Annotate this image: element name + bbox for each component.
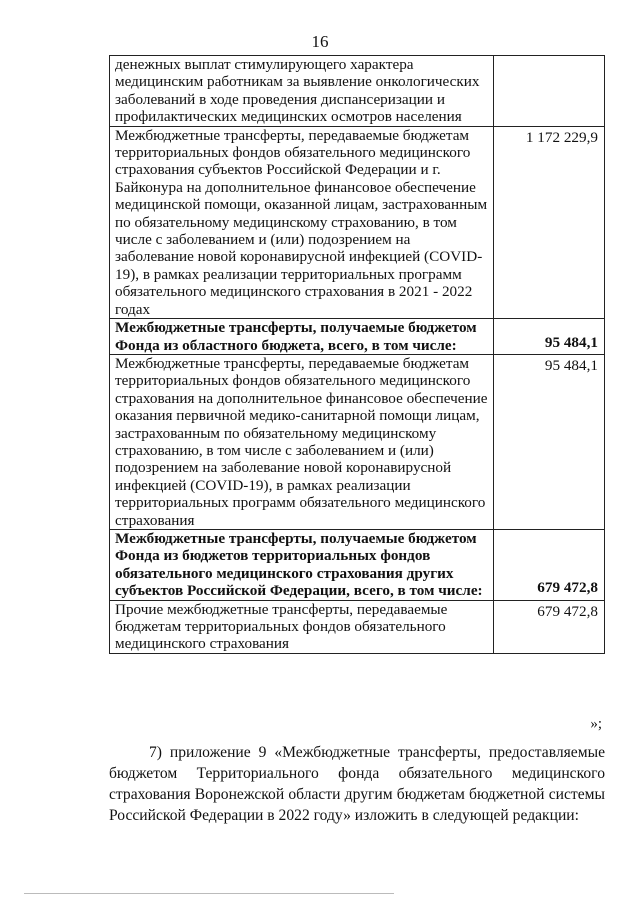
budget-table (109, 55, 605, 654)
row-description: Межбюджетные трансферты, передаваемые бюджетам территориальных фондов обязательного медицинского страхования на дополнительное финансовое обеспечение оказания первичной медико-санитарной помощи лицам, застрахованным по обязательному медицинскому страхованию, в том числе с заболеванием и (или) подозрением на заболевание новой коронавирусной инфекцией (COVID-19), в рамках реализации территориальных программ обязательного медицинского страхования (110, 354, 494, 529)
page-number: 16 (311, 32, 329, 51)
table-row (110, 600, 605, 653)
table-row (110, 126, 605, 318)
row-description: Межбюджетные трансферты, получаемые бюджетом Фонда из областного бюджета, всего, в том числе: (110, 319, 494, 355)
table-row (110, 56, 605, 127)
row-description: Прочие межбюджетные трансферты, передаваемые бюджетам территориальных фондов обязательного медицинского страхования (110, 600, 494, 653)
table-row-total (110, 319, 605, 355)
row-description: денежных выплат стимулирующего характера медицинским работникам за выявление онкологических заболеваний в ходе проведения диспансеризации и профилактических медицинских осмотров населения (110, 56, 494, 127)
table-row (110, 354, 605, 529)
amendment-paragraph: 7) приложение 9 «Межбюджетные трансферты, предоставляемые бюджетом Территориального фонда обязательного медицинского страхования Воронежской области другим бюджетам бюджетной системы Российской Федерации в 2022 году» изложить в следующей редакции: (109, 744, 605, 824)
page-bottom-line (24, 893, 394, 894)
row-amount: 679 472,8 (494, 529, 605, 600)
row-description: Межбюджетные трансферты, передаваемые бюджетам территориальных фондов обязательного медицинского страхования субъектов Российской Федерации и г. Байконура на дополнительное финансовое обеспечение медицинской помощи, оказанной лицам, застрахованным по обязательному медицинскому страхованию, в том числе с заболеванием и (или) подозрением на заболевание новой коронавирусной инфекцией (COVID-19), в рамках реализации территориальных программ обязательного медицинского страхования в 2021 - 2022 годах (110, 126, 494, 318)
table-row-total (110, 529, 605, 600)
closing-quote-mark: »; (590, 716, 602, 732)
row-description: Межбюджетные трансферты, получаемые бюджетом Фонда из бюджетов территориальных фондов обязательного медицинского страхования других субъектов Российской Федерации, всего, в том числе: (110, 529, 494, 600)
row-amount: 1 172 229,9 (494, 126, 605, 318)
row-amount: 95 484,1 (494, 319, 605, 355)
row-amount: 679 472,8 (494, 600, 605, 653)
row-amount (494, 56, 605, 127)
row-amount: 95 484,1 (494, 354, 605, 529)
